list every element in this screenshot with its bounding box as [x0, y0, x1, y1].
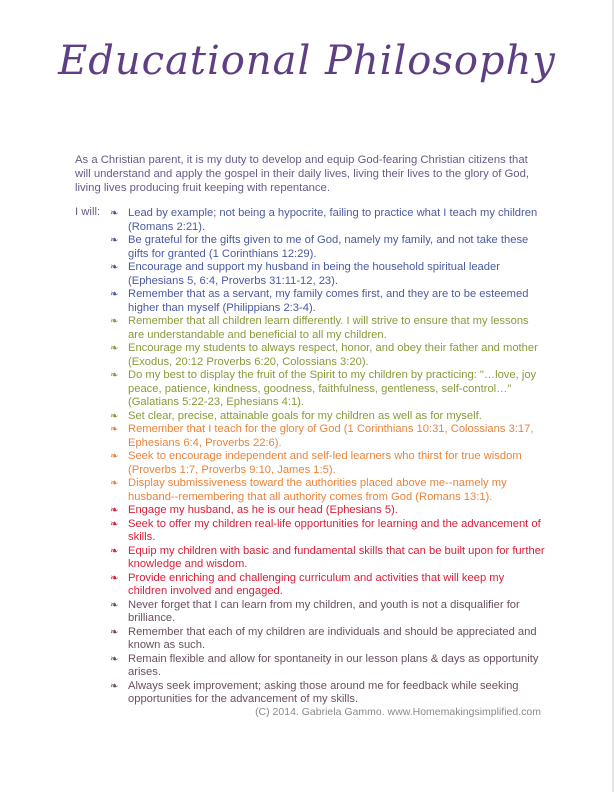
- list-item-text: Remember that I teach for the glory of God (1 Corinthians 10:31, Colossians 3:17, Ephesians 6:4, Proverbs 22:6).: [128, 423, 534, 449]
- list-item: [110, 234, 545, 261]
- list-item: [110, 626, 545, 653]
- list-item-text: Always seek improvement; asking those around me for feedback while seeking opportunities for the advancement of my skills.: [128, 679, 519, 705]
- flourish-icon: ❧: [110, 316, 119, 327]
- list-item: [110, 653, 545, 680]
- lead-in: I will:: [75, 206, 101, 218]
- list-item: [110, 599, 545, 626]
- list-item: [110, 369, 545, 410]
- flourish-icon: ❧: [110, 680, 119, 692]
- list-item: [110, 261, 545, 288]
- flourish-icon: ❧: [110, 572, 119, 584]
- list-item: [110, 680, 545, 707]
- list-item: [110, 572, 545, 599]
- flourish-icon: ❧: [110, 626, 119, 638]
- flourish-icon: ❧: [110, 410, 119, 422]
- flourish-icon: ❧: [110, 262, 119, 273]
- list-item-text: Set clear, precise, attainable goals for my children as well as for myself.: [128, 409, 482, 422]
- list-item: [110, 207, 545, 234]
- list-item-text: Display submissiveness toward the authorities placed above me--namely my husband--remembering that all authority comes from God (Romans 13:1).: [128, 477, 507, 503]
- flourish-icon: ❧: [110, 343, 119, 354]
- list-item-text: Be grateful for the gifts given to me of God, namely my family, and not take these gifts for granted (1 Corinthians 12:29).: [128, 234, 529, 260]
- list-item-text: Remember that each of my children are individuals and should be appreciated and known as such.: [128, 625, 537, 651]
- list-item-text: Provide enriching and challenging curriculum and activities that will keep my children involved and engaged.: [128, 571, 505, 597]
- flourish-icon: ❧: [110, 424, 119, 435]
- list-item-text: Lead by example; not being a hypocrite, failing to practice what I teach my children (Romans 2:21).: [128, 207, 538, 233]
- flourish-icon: ❧: [110, 653, 119, 665]
- list-item-text: Never forget that I can learn from my children, and youth is not a disqualifier for brilliance.: [128, 598, 520, 624]
- flourish-icon: ❧: [110, 478, 119, 489]
- flourish-icon: ❧: [110, 289, 119, 300]
- list-item: [110, 504, 545, 518]
- philosophy-list: [110, 207, 545, 707]
- list-item-text: Remember that as a servant, my family comes first, and they are to be esteemed higher than myself (Philippians 2:3-4).: [128, 288, 529, 314]
- copyright-footer: (C) 2014. Gabriela Gammo. www.Homemakingsimplified.com: [255, 706, 541, 718]
- flourish-icon: ❧: [110, 370, 119, 381]
- list-item: [110, 342, 545, 369]
- page-title: Educational Philosophy: [58, 38, 556, 84]
- list-item-text: Remember that all children learn differently. I will strive to ensure that my lessons are understandable and beneficial to all my children.: [128, 315, 529, 341]
- list-item-text: Seek to offer my children real-life opportunities for learning and the advancement of skills.: [128, 517, 541, 543]
- intro-paragraph: As a Christian parent, it is my duty to develop and equip God-fearing Christian citizens that will understand and apply the gospel in their daily lives, living their lives to the glory of God, living lives producing fruit keeping with repentance.: [75, 154, 530, 194]
- flourish-icon: ❧: [110, 599, 119, 611]
- list-item: [110, 423, 545, 450]
- list-item: [110, 410, 545, 424]
- list-item-text: Encourage my students to always respect, honor, and obey their father and mother (Exodus, 20:12 Proverbs 6:20, Colossians 3:20).: [128, 342, 538, 368]
- list-item: [110, 450, 545, 477]
- list-item: [110, 288, 545, 315]
- flourish-icon: ❧: [110, 545, 119, 557]
- list-item-text: Encourage and support my husband in being the household spiritual leader (Ephesians 5, 6:4, Proverbs 31:11-12, 23).: [128, 261, 500, 287]
- flourish-icon: ❧: [110, 518, 119, 530]
- list-item-text: Seek to encourage independent and self-led learners who thirst for true wisdom (Proverbs 1:7, Proverbs 9:10, James 1:5).: [128, 450, 522, 476]
- list-item: [110, 315, 545, 342]
- list-item: [110, 518, 545, 545]
- flourish-icon: ❧: [110, 235, 119, 246]
- list-item-text: Remain flexible and allow for spontaneity in our lesson plans & days as opportunity arises.: [128, 652, 539, 678]
- list-item: [110, 477, 545, 504]
- list-item-text: Do my best to display the fruit of the Spirit to my children by practicing: "…love, joy peace, patience, kindness, goodness, faithfulness, gentleness, self-control…" (Galatians 5:22-23, Ephesians 4:1).: [128, 369, 537, 408]
- list-item-text: Engage my husband, as he is our head (Ephesians 5).: [128, 504, 398, 516]
- flourish-icon: ❧: [110, 505, 119, 516]
- flourish-icon: ❧: [110, 208, 119, 219]
- list-item-text: Equip my children with basic and fundamental skills that can be built upon for further knowledge and wisdom.: [128, 544, 545, 570]
- list-item: [110, 545, 545, 572]
- flourish-icon: ❧: [110, 451, 119, 462]
